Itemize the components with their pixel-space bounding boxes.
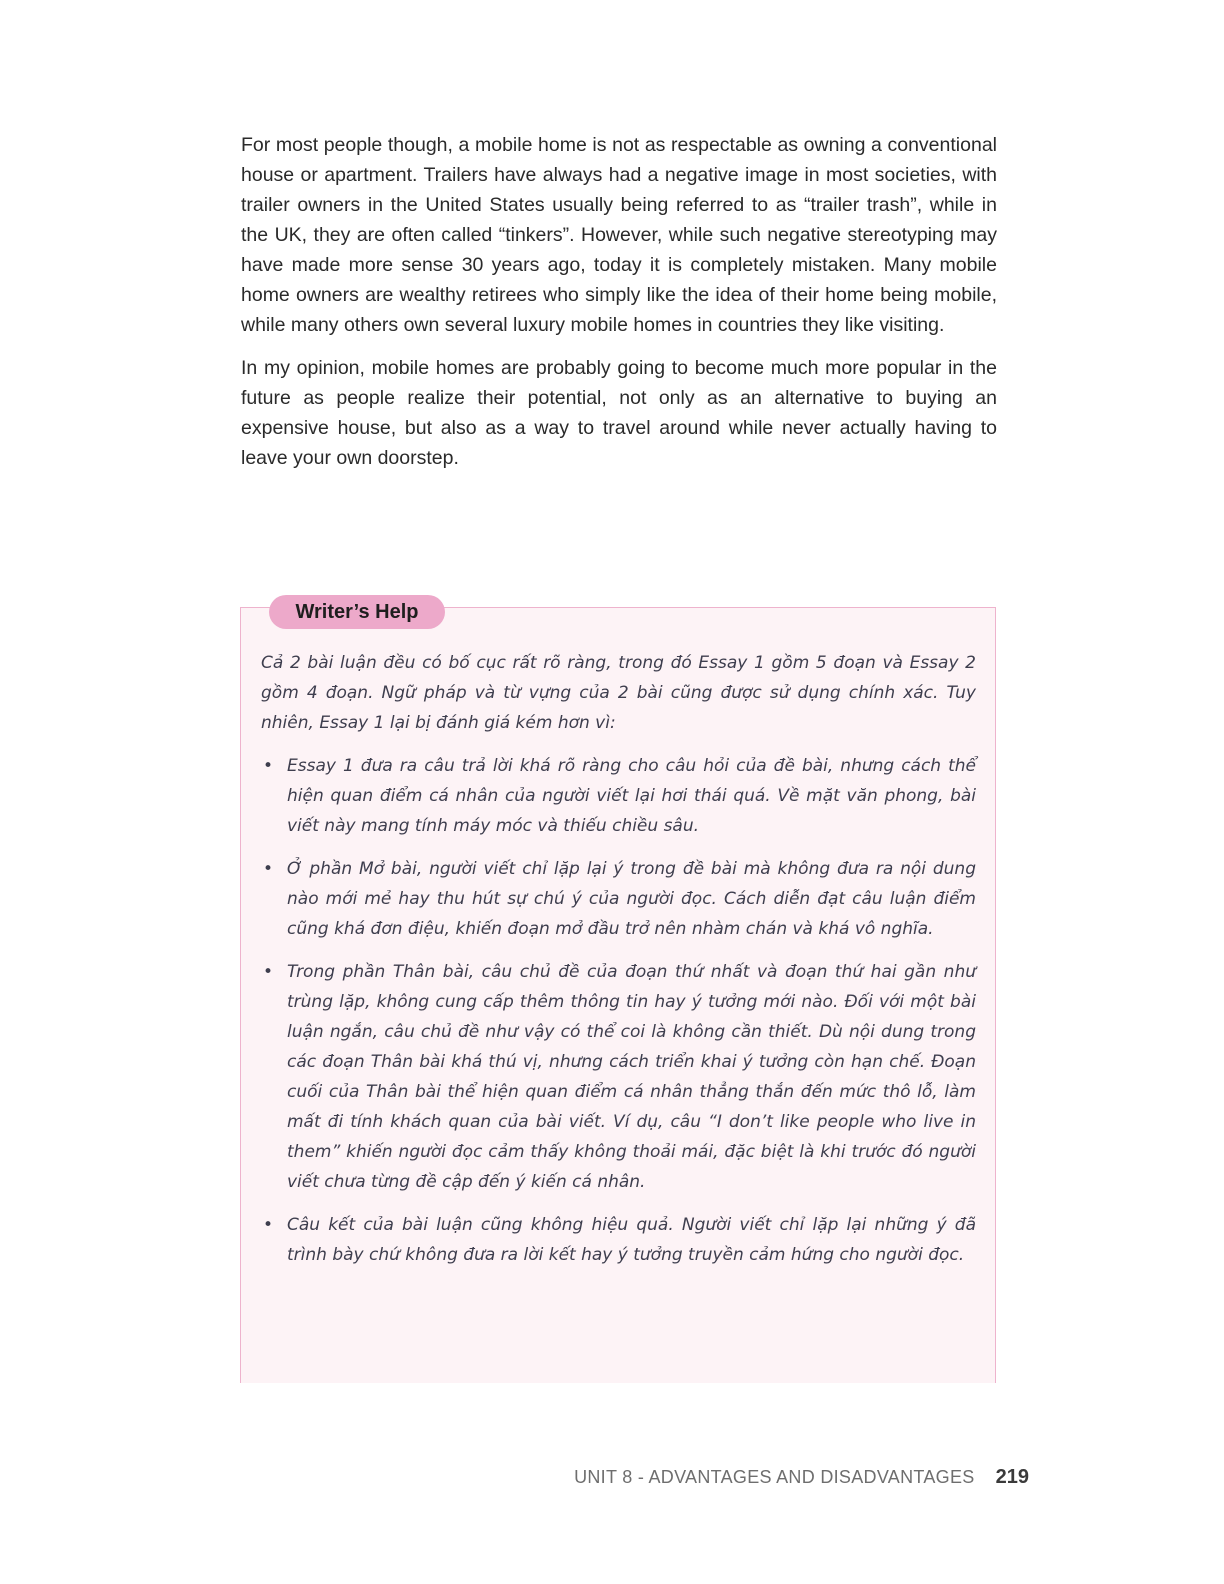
list-item: [261, 957, 976, 1197]
list-item: [261, 854, 976, 944]
bullet-icon: •: [263, 962, 274, 982]
bullet-icon: •: [263, 1215, 274, 1235]
essay-paragraph: For most people though, a mobile home is not as respectable as owning a conventional house or apartment. Trailers have always had a negative image in most societies, with trailer owners in the United States usually being referred to as “trailer trash”, while in the UK, they are often called “tinkers”. However, while such negative stereotyping may have made more sense 30 years ago, today it is completely mistaken. Many mobile home owners are wealthy retirees who simply like the idea of their home being mobile, while many others own several luxury mobile homes in countries they like visiting.: [241, 134, 997, 336]
list-item-text: Ở phần Mở bài, người viết chỉ lặp lại ý trong đề bài mà không đưa ra nội dung nào mới mẻ hay thu hút sự chú ý của người đọc. Cách diễn đạt câu luận điểm cũng khá đơn điệu, khiến đoạn mở đầu trở nên nhàm chán và khá vô nghĩa.: [287, 859, 976, 939]
list-item: [261, 751, 976, 841]
unit-title: UNIT 8 - ADVANTAGES AND DISADVANTAGES: [574, 1467, 975, 1487]
list-item-text: Trong phần Thân bài, câu chủ đề của đoạn thứ nhất và đoạn thứ hai gần như trùng lặp, không cung cấp thêm thông tin hay ý tưởng mới nào. Đối với một bài luận ngắn, câu chủ đề như vậy có thể coi là không cần thiết. Dù nội dung trong các đoạn Thân bài khá thú vị, nhưng cách triển khai ý tưởng còn hạn chế. Đoạn cuối của Thân bài thể hiện quan điểm cá nhân thẳng thắn đến mức thô lỗ, làm mất đi tính khách quan của bài viết. Ví dụ, câu “I don’t like people who live in them” khiến người đọc cảm thấy không thoải mái, đặc biệt là khi trước đó người viết chưa từng đề cập đến ý kiến cá nhân.: [287, 962, 976, 1192]
writers-help-tab: Writer’s Help: [269, 595, 445, 629]
page-footer: [574, 1463, 1029, 1491]
writers-help-points: [261, 751, 976, 1270]
writers-help-body: [261, 648, 976, 1283]
essay-paragraph: In my opinion, mobile homes are probably going to become much more popular in the future as people realize their potential, not only as an alternative to buying an expensive house, but also as a way to travel around while never actually having to leave your own doorstep.: [241, 357, 997, 469]
page-number: 219: [995, 1466, 1029, 1488]
writers-help-intro: Cả 2 bài luận đều có bố cục rất rõ ràng, trong đó Essay 1 gồm 5 đoạn và Essay 2 gồm 4 đoạn. Ngữ pháp và từ vựng của 2 bài cũng được sử dụng chính xác. Tuy nhiên, Essay 1 lại bị đánh giá kém hơn vì:: [261, 653, 976, 733]
bullet-icon: •: [263, 859, 274, 879]
essay-text: [241, 130, 997, 486]
list-item-text: Câu kết của bài luận cũng không hiệu quả. Người viết chỉ lặp lại những ý đã trình bày chứ không đưa ra lời kết hay ý tưởng truyền cảm hứng cho người đọc.: [287, 1215, 976, 1265]
bullet-icon: •: [263, 756, 274, 776]
list-item-text: Essay 1 đưa ra câu trả lời khá rõ ràng cho câu hỏi của đề bài, nhưng cách thể hiện quan điểm cá nhân của người viết lại hơi thái quá. Về mặt văn phong, bài viết này mang tính máy móc và thiếu chiều sâu.: [287, 756, 976, 836]
list-item: [261, 1210, 976, 1270]
